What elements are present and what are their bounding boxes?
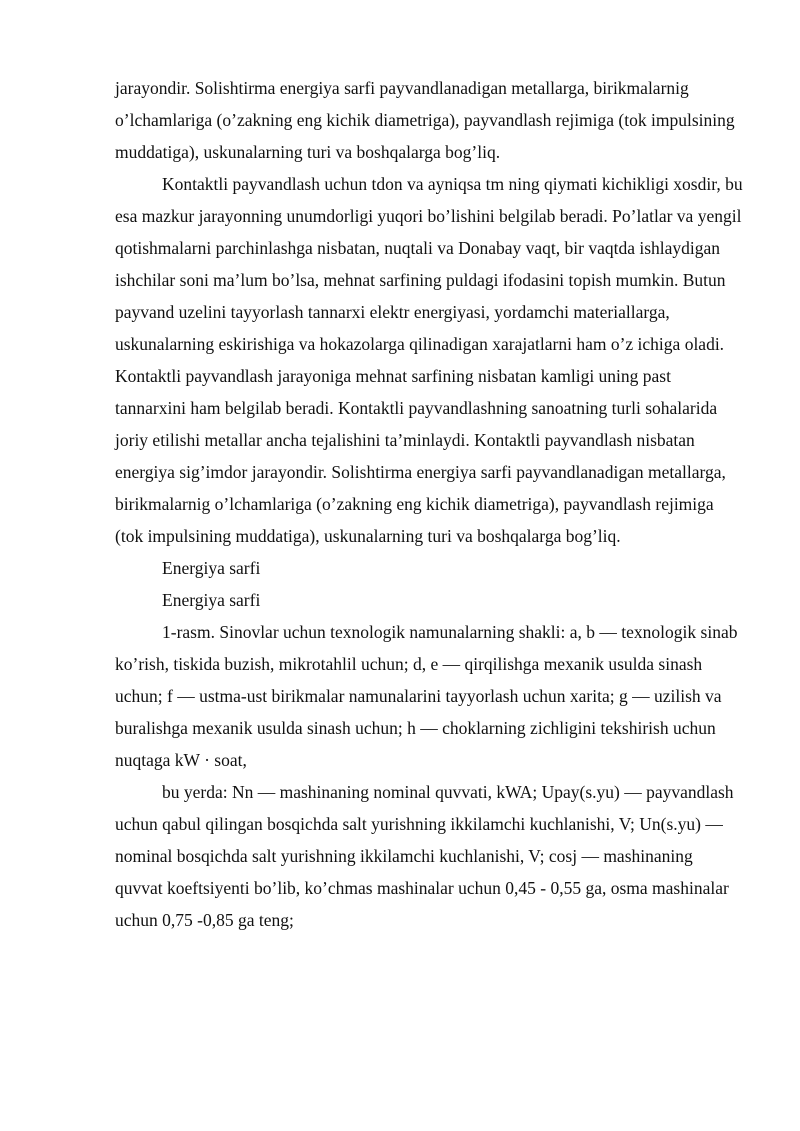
paragraph-energy-heading-2: Energiya sarfi (162, 590, 261, 610)
paragraph-contact-welding: Kontaktli payvandlash uchun tdon va ayniqsa tm ning qiymati kichikligi xosdir, bu esa mazkur jarayonning unumdorligi yuqori bo’lishini belgilab beradi. Po’latlar va yengil qotishmalarni parchinlashga nisbatan, nuqtali va Donabay vaqt, bir vaqtda ishlaydigan ishchilar soni ma’lum bo’lsa, mehnat sarfining puldagi ifodasini topish mumkin. Butun payvand uzelini tayyorlash tannarxi elektr energiyasi, yordamchi materiallarga, uskunalarning eskirishiga va hokazolarga qilinadigan xarajatlarni ham o’z ichiga oladi. Kontaktli payvandlash jarayoniga mehnat sarfining nisbatan kamligi uning past tannarxini ham belgilab beradi. Kontaktli payvandlashning sanoatning turli sohalarida joriy etilishi metallar ancha tejalishini ta’minlaydi. Kontaktli payvandlash nisbatan energiya sig’imdor jarayondir. Solishtirma energiya sarfi payvandlanadigan metallarga, birikmalarnig o’lchamlariga (o’zakning eng kichik diametriga), payvandlash rejimiga (tok impulsining muddatiga), uskunalarning turi va boshqalarga bog’liq. (115, 174, 743, 546)
paragraph-definitions: bu yerda: Nn — mashinaning nominal quvvati, kWA; Upay(s.yu) — payvandlash uchun qabul qilingan bosqichda salt yurishning ikkilamchi kuchlanishi, V; Un(s.yu) — nominal bosqichda salt yurishning ikkilamchi kuchlanishi, V; cosj — mashinaning quvvat koeftsiyenti bo’lib, ko’chmas mashinalar uchun 0,45 - 0,55 ga, osma mashinalar uchun 0,75 -0,85 ga teng; (115, 782, 734, 930)
paragraph-continuation: jarayondir. Solishtirma energiya sarfi payvandlanadigan metallarga, birikmalarnig o’lchamlariga (o’zakning eng kichik diametriga), payvandlash rejimiga (tok impulsining muddatiga), uskunalarning turi va boshqalarga bog’liq. (115, 78, 735, 162)
paragraph-energy-heading-1: Energiya sarfi (162, 558, 261, 578)
document-page (115, 72, 743, 936)
figure-caption: 1-rasm. Sinovlar uchun texnologik namunalarning shakli: a, b — texnologik sinab ko’rish, tiskida buzish, mikrotahlil uchun; d, e — qirqilishga mexanik usulda sinash uchun; f — ustma-ust birikmalar namunalarini tayyorlash uchun xarita; g — uzilish va buralishga mexanik usulda sinash uchun; h — choklarning zichligini tekshirish uchun nuqtaga kW · soat, (115, 622, 738, 770)
